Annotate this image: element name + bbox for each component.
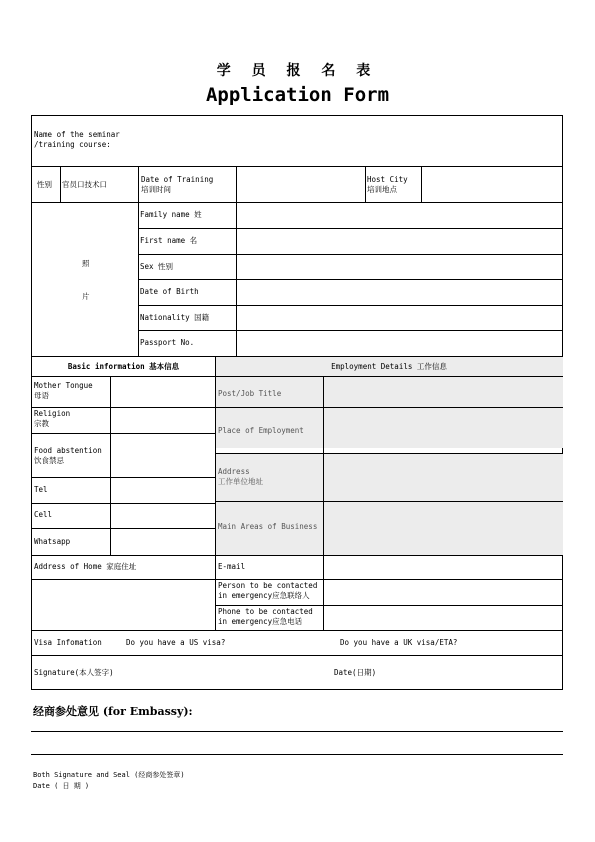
gender-options[interactable]: 官员口技术口 (62, 180, 107, 189)
post-job-title-label: Post/Job Title (218, 389, 282, 398)
tel-label: Tel (34, 485, 48, 494)
religion-field[interactable] (112, 409, 213, 431)
visa-info-label: Visa Infomation (34, 638, 102, 647)
whatsapp-label: Whatsapp (34, 537, 71, 546)
passport-no-field[interactable] (238, 332, 561, 354)
date-of-birth-label: Date of Birth (140, 287, 199, 296)
cell-field[interactable] (112, 505, 213, 526)
seminar-field[interactable] (142, 120, 557, 162)
sex-field[interactable] (238, 256, 561, 277)
place-of-employment-label: Place of Employment (218, 426, 304, 435)
work-address-label: Address 工作单位地址 (218, 467, 263, 486)
embassy-section-title: 经商参处意见 (for Embassy): (33, 705, 193, 718)
host-city-field[interactable] (423, 168, 561, 200)
signature-label: Signature(本人签字) (34, 668, 114, 677)
food-abstention-label: Food abstention 饮食禁忌 (34, 446, 102, 465)
first-name-field[interactable] (238, 230, 561, 252)
basic-info-header: Basic information 基本信息 (67, 362, 180, 371)
date-of-training-label: Date of Training 培训时间 (141, 175, 214, 194)
place-of-employment-field[interactable] (325, 409, 561, 451)
food-abstention-field[interactable] (112, 435, 213, 475)
seminar-label: Name of the seminar /training course: (34, 130, 120, 149)
employment-header: Employment Details 工作信息 (331, 362, 447, 371)
host-city-label: Host City 培训地点 (367, 175, 408, 194)
application-form-table (31, 115, 563, 690)
post-job-title-field[interactable] (325, 378, 561, 405)
embassy-rule-2 (31, 754, 563, 755)
religion-label: Religion 宗教 (34, 409, 71, 428)
title-english: Application Form (205, 84, 390, 106)
emergency-contact-field[interactable] (325, 581, 561, 603)
email-label: E-mail (218, 562, 246, 571)
home-address-field[interactable] (34, 581, 213, 628)
sex-label: Sex 性别 (140, 262, 174, 271)
embassy-date-label: Date ( 日 期 ) (33, 782, 90, 790)
email-field[interactable] (325, 557, 561, 577)
emergency-contact-label: Person to be contacted in emergency应急联络人 (218, 581, 318, 600)
home-address-label: Address of Home 家庭住址 (34, 562, 137, 571)
family-name-field[interactable] (238, 204, 561, 226)
date-label: Date(日期) (334, 668, 377, 677)
work-address-field[interactable] (325, 455, 561, 499)
gender-label: 性别 (37, 180, 52, 189)
main-areas-of-business-field[interactable] (325, 503, 561, 553)
photo-label-line1: 照 (82, 259, 90, 268)
us-visa-question[interactable]: Do you have a US visa? (126, 638, 226, 647)
main-areas-of-business-label: Main Areas of Business (218, 522, 318, 531)
tel-field[interactable] (112, 479, 213, 501)
mother-tongue-field[interactable] (112, 378, 213, 405)
family-name-label: Family name 姓 (140, 210, 202, 219)
mother-tongue-label: Mother Tongue 母语 (34, 381, 93, 400)
date-of-training-field[interactable] (238, 168, 363, 200)
photo-label-line2: 片 (82, 292, 90, 301)
first-name-label: First name 名 (140, 236, 198, 245)
emergency-phone-field[interactable] (325, 607, 561, 628)
cell-label: Cell (34, 510, 53, 519)
nationality-label: Nationality 国籍 (140, 313, 210, 322)
date-of-birth-field[interactable] (238, 281, 561, 303)
embassy-signature-seal-label: Both Signature and Seal (经商参处签章) (33, 771, 185, 779)
nationality-field[interactable] (238, 307, 561, 328)
uk-visa-question[interactable]: Do you have a UK visa/ETA? (340, 638, 458, 647)
passport-no-label: Passport No. (140, 338, 195, 347)
whatsapp-field[interactable] (112, 530, 213, 553)
embassy-rule-1 (31, 731, 563, 732)
emergency-phone-label: Phone to be contacted in emergency应急电话 (218, 607, 313, 626)
title-chinese: 学 员 报 名 表 (216, 63, 379, 79)
